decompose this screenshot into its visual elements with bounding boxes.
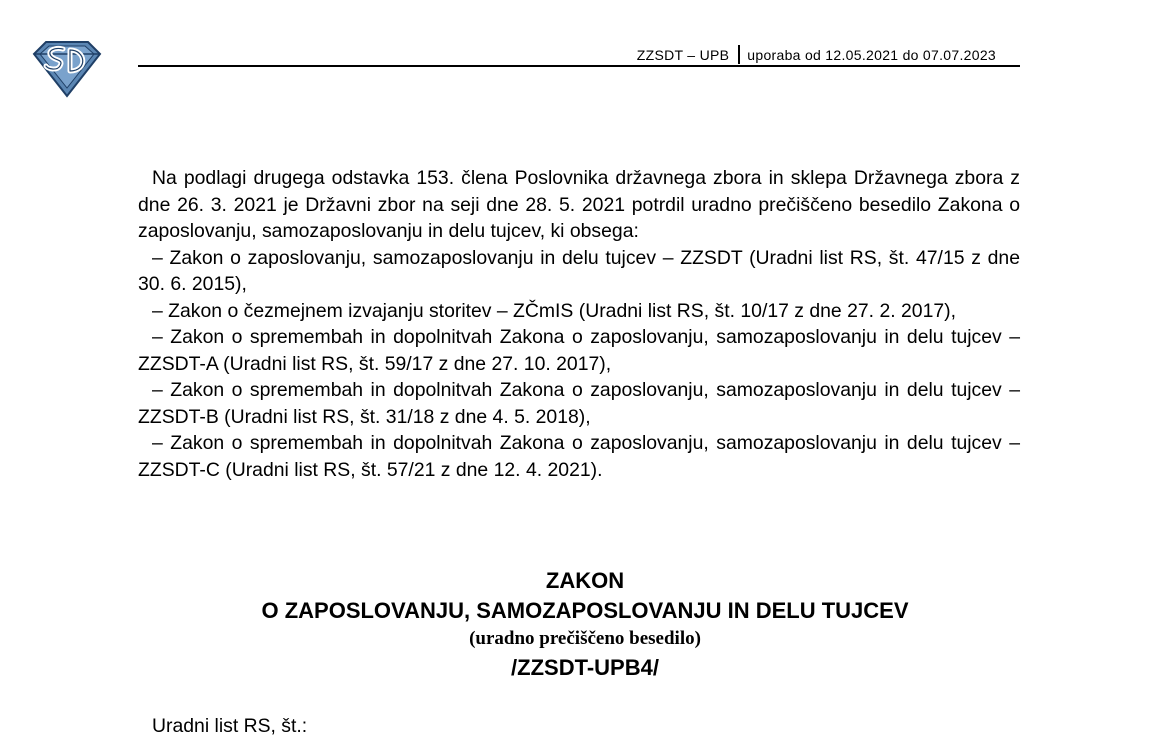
- law-title-subtitle: (uradno prečiščeno besedilo): [469, 628, 701, 649]
- doc-code: ZZSDT – UPB: [636, 47, 730, 63]
- law-list-item: – Zakon o čezmejnem izvajanju storitev – ZČmIS (Uradni list RS, št. 10/17 z dne 27. 2. 2017),: [152, 299, 956, 322]
- law-list-item: – Zakon o spremembah in dopolnitvah Zakona o zaposlovanju, samozaposlovanju in delu tujcev – ZZSDT-A (Uradni list RS, št. 59/17 z dne 27. 10. 2017),: [138, 326, 1020, 375]
- diamond-sd-logo-icon: [30, 38, 104, 100]
- law-title-name: O ZAPOSLOVANJU, SAMOZAPOSLOVANJU IN DELU TUJCEV: [261, 598, 909, 623]
- law-list-item: – Zakon o zaposlovanju, samozaposlovanju in delu tujcev – ZZSDT (Uradni list RS, št. 47/15 z dne 30. 6. 2015),: [138, 246, 1020, 295]
- header-text: [637, 45, 996, 64]
- page-header: [138, 43, 1020, 67]
- intro-paragraph: Na podlagi drugega odstavka 153. člena Poslovnika državnega zbora in sklepa Državnega zbora z dne 26. 3. 2021 je Državni zbor na seji dne 28. 5. 2021 potrdil uradno prečiščeno besedilo Zakona o zaposlovanju, samozaposlovanju in delu tujcev, ki obsega:: [138, 167, 1020, 242]
- law-title-abbreviation: /ZZSDT-UPB4/: [511, 655, 659, 680]
- document-body: [138, 165, 1020, 483]
- law-list-item: – Zakon o spremembah in dopolnitvah Zakona o zaposlovanju, samozaposlovanju in delu tujcev – ZZSDT-C (Uradni list RS, št. 57/21 z dne 12. 4. 2021).: [138, 432, 1020, 481]
- law-title-word: ZAKON: [545, 568, 625, 593]
- header-separator: [738, 45, 740, 64]
- law-list-item: – Zakon o spremembah in dopolnitvah Zakona o zaposlovanju, samozaposlovanju in delu tujcev – ZZSDT-B (Uradni list RS, št. 31/18 z dne 4. 5. 2018),: [138, 379, 1020, 428]
- law-title-block: [138, 566, 1032, 684]
- validity-period: uporaba od 12.05.2021 do 07.07.2023: [747, 47, 996, 63]
- gazette-reference: Uradni list RS, št.:: [152, 715, 308, 737]
